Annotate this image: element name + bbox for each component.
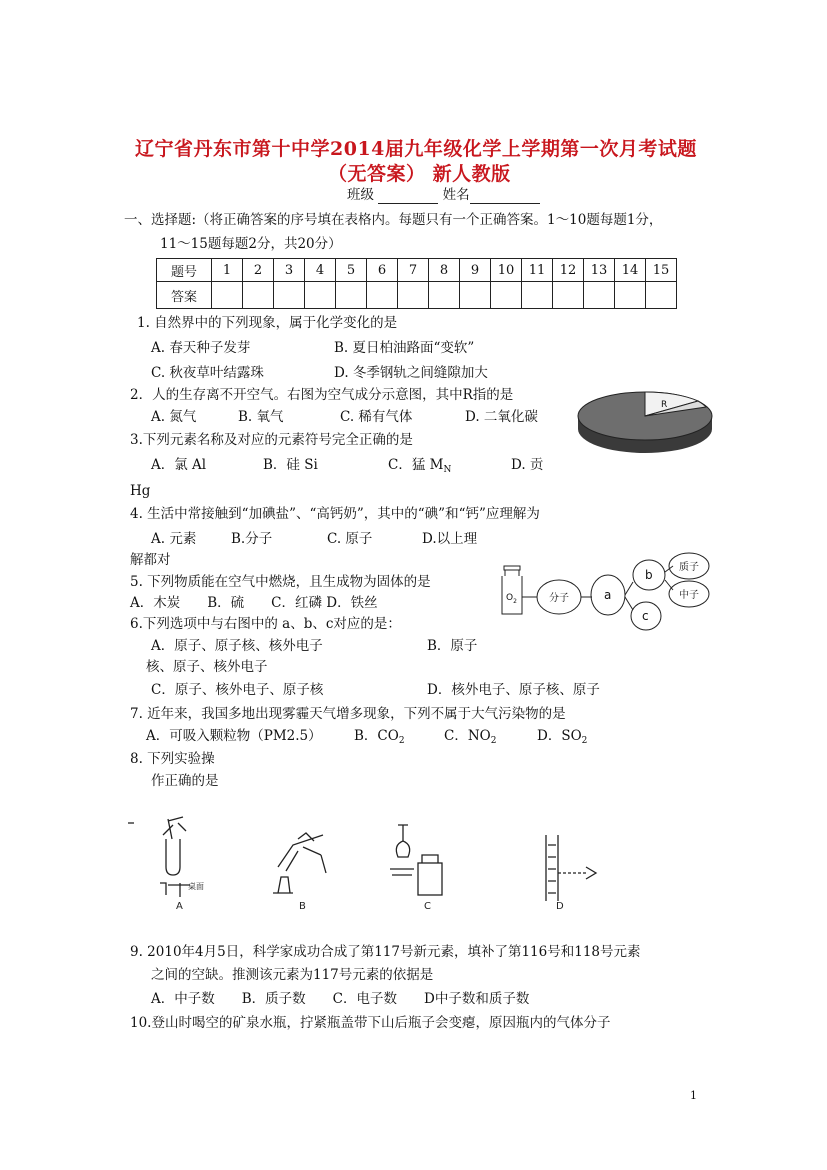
table-row-numbers <box>157 259 677 282</box>
question-8-stem-cont: 作正确的是 <box>151 773 219 789</box>
lab-operations-figure <box>128 805 598 910</box>
answer-cell[interactable] <box>367 282 398 309</box>
table-cell: 4 <box>305 259 336 282</box>
table-cell: 14 <box>615 259 646 282</box>
table-cell: 12 <box>553 259 584 282</box>
node-c-label: c <box>642 609 649 623</box>
question-2-option-d: D. 二氧化碳 <box>465 409 538 425</box>
question-1-option-c: C. 秋夜草叶结露珠 <box>151 365 264 381</box>
class-label: 班级 <box>347 187 374 203</box>
question-4-option-d: D.以上理 <box>422 531 478 547</box>
proton-label: 质子 <box>679 562 699 573</box>
class-name-line <box>347 186 540 204</box>
page-number: 1 <box>690 1089 697 1102</box>
question-7-option-b: B．$CO_2$ <box>354 728 405 746</box>
answer-cell[interactable] <box>336 282 367 309</box>
answer-cell[interactable] <box>553 282 584 309</box>
answer-cell[interactable] <box>584 282 615 309</box>
name-label: 姓名 <box>442 187 470 203</box>
question-9-stem-cont: 之间的空缺。推测该元素为117号元素的依据是 <box>151 967 434 983</box>
question-1-option-b: B. 夏日柏油路面“变软” <box>334 340 475 356</box>
answer-cell[interactable] <box>243 282 274 309</box>
question-1-option-d: D. 冬季钢轨之间缝隙加大 <box>334 365 488 381</box>
figure-label-a: A <box>176 901 183 912</box>
question-8-stem: 8. 下列实验操 <box>130 751 215 767</box>
node-a-label: a <box>604 588 612 602</box>
question-5-stem: 5. 下列物质能在空气中燃烧，且生成物为固体的是 <box>130 574 431 590</box>
table-cell: 1 <box>212 259 243 282</box>
air-composition-pie-figure <box>570 383 720 463</box>
answer-cell[interactable] <box>491 282 522 309</box>
question-3-option-d: D. 贡 <box>511 457 544 473</box>
answer-cell[interactable] <box>460 282 491 309</box>
table-header-answer: 答案 <box>157 282 212 309</box>
table-cell: 7 <box>398 259 429 282</box>
neutron-label: 中子 <box>679 590 699 601</box>
section-instructions-cont: 11～15题每题2分，共20分） <box>160 236 342 252</box>
question-4-option-b: B.分子 <box>231 531 273 547</box>
section-instructions: 一、选择题:（将正确答案的序号填在表格内。每题只有一个正确答案。1～10题每题1分， <box>124 212 663 228</box>
question-7-option-d: D．$SO_2$ <box>537 728 588 746</box>
answer-cell[interactable] <box>429 282 460 309</box>
node-b-label: b <box>645 568 653 582</box>
class-blank[interactable] <box>378 189 438 204</box>
answer-table <box>156 258 677 309</box>
table-cell: 6 <box>367 259 398 282</box>
question-9-options: A．中子数 B．质子数 C．电子数 D中子数和质子数 <box>151 991 530 1007</box>
o2-label: $O_2$ <box>506 593 517 605</box>
question-4-option-c: C. 原子 <box>327 531 373 547</box>
question-7-stem: 7. 近年来，我国多地出现雾霾天气增多现象，下列不属于大气污染物的是 <box>130 706 566 722</box>
question-2-option-b: B. 氧气 <box>238 409 284 425</box>
table-cell: 3 <box>274 259 305 282</box>
question-3-option-d-cont: Hg <box>130 483 151 499</box>
table-row-answers <box>157 282 677 309</box>
answer-cell[interactable] <box>274 282 305 309</box>
question-6-option-b-cont: 核、原子、核外电子 <box>146 659 268 675</box>
question-3-option-b: B．硅 Si <box>263 457 318 473</box>
name-blank[interactable] <box>470 189 540 204</box>
answer-cell[interactable] <box>646 282 677 309</box>
question-2-option-a: A. 氮气 <box>151 409 197 425</box>
question-7-option-a: A．可吸入颗粒物（PM2.5） <box>146 728 322 744</box>
question-6-option-d: D．核外电子、原子核、原子 <box>427 682 600 698</box>
question-2-stem: 2．人的生存离不开空气。右图为空气成分示意图，其中R指的是 <box>130 387 514 403</box>
table-cell: 8 <box>429 259 460 282</box>
answer-cell[interactable] <box>398 282 429 309</box>
table-header-number: 题号 <box>157 259 212 282</box>
question-3-stem: 3.下列元素名称及对应的元素符号完全正确的是 <box>130 432 413 448</box>
question-5-options: A．木炭 B．硫 C．红磷 D．铁丝 <box>130 595 378 611</box>
question-10-stem: 10.登山时喝空的矿泉水瓶，拧紧瓶盖带下山后瓶子会变瘪，原因瓶内的气体分子 <box>130 1015 611 1031</box>
figure-label-c: C <box>424 901 431 912</box>
molecule-label: 分子 <box>549 593 569 604</box>
question-6-option-c: C．原子、核外电子、原子核 <box>151 682 324 698</box>
figure-label-b: B <box>299 901 306 912</box>
question-3-option-a: A．氯 Al <box>151 457 207 473</box>
question-6-stem: 6.下列选项中与右图中的 a、b、c对应的是： <box>130 616 401 632</box>
question-1-option-a: A. 春天种子发芽 <box>151 340 251 356</box>
answer-cell[interactable] <box>212 282 243 309</box>
table-cell: 13 <box>584 259 615 282</box>
page-title: 辽宁省丹东市第十中学2014届九年级化学上学期第一次月考试题 <box>135 138 697 160</box>
question-6-option-b: B．原子 <box>427 638 478 654</box>
table-cell: 5 <box>336 259 367 282</box>
table-cell: 9 <box>460 259 491 282</box>
question-4-option-a: A. 元素 <box>151 531 197 547</box>
table-cell: 2 <box>243 259 274 282</box>
question-1-stem: 1. 自然界中的下列现象，属于化学变化的是 <box>137 315 398 331</box>
matter-structure-diagram <box>494 552 724 634</box>
question-6-option-a: A．原子、原子核、核外电子 <box>151 638 323 654</box>
question-4-stem: 4. 生活中常接触到“加碘盐”、“高钙奶”，其中的“碘”和“钙”应理解为 <box>130 506 540 522</box>
answer-cell[interactable] <box>615 282 646 309</box>
answer-cell[interactable] <box>522 282 553 309</box>
question-3-option-c: C．猛 $M_N$ <box>388 457 452 475</box>
figure-label-d: D <box>556 901 564 912</box>
table-cell: 11 <box>522 259 553 282</box>
question-7-option-c: C．$NO_2$ <box>444 728 497 746</box>
question-4-option-d-cont: 解都对 <box>130 552 171 568</box>
table-cell: 10 <box>491 259 522 282</box>
table-cell: 15 <box>646 259 677 282</box>
page-subtitle: （无答案） 新人教版 <box>328 163 511 185</box>
question-2-option-c: C. 稀有气体 <box>340 409 413 425</box>
question-9-stem: 9. 2010年4月5日，科学家成功合成了第117号新元素，填补了第116号和118号元素 <box>130 944 641 960</box>
answer-cell[interactable] <box>305 282 336 309</box>
tube-table-label: 桌面 <box>188 882 204 891</box>
pie-label-r: R <box>661 400 668 410</box>
